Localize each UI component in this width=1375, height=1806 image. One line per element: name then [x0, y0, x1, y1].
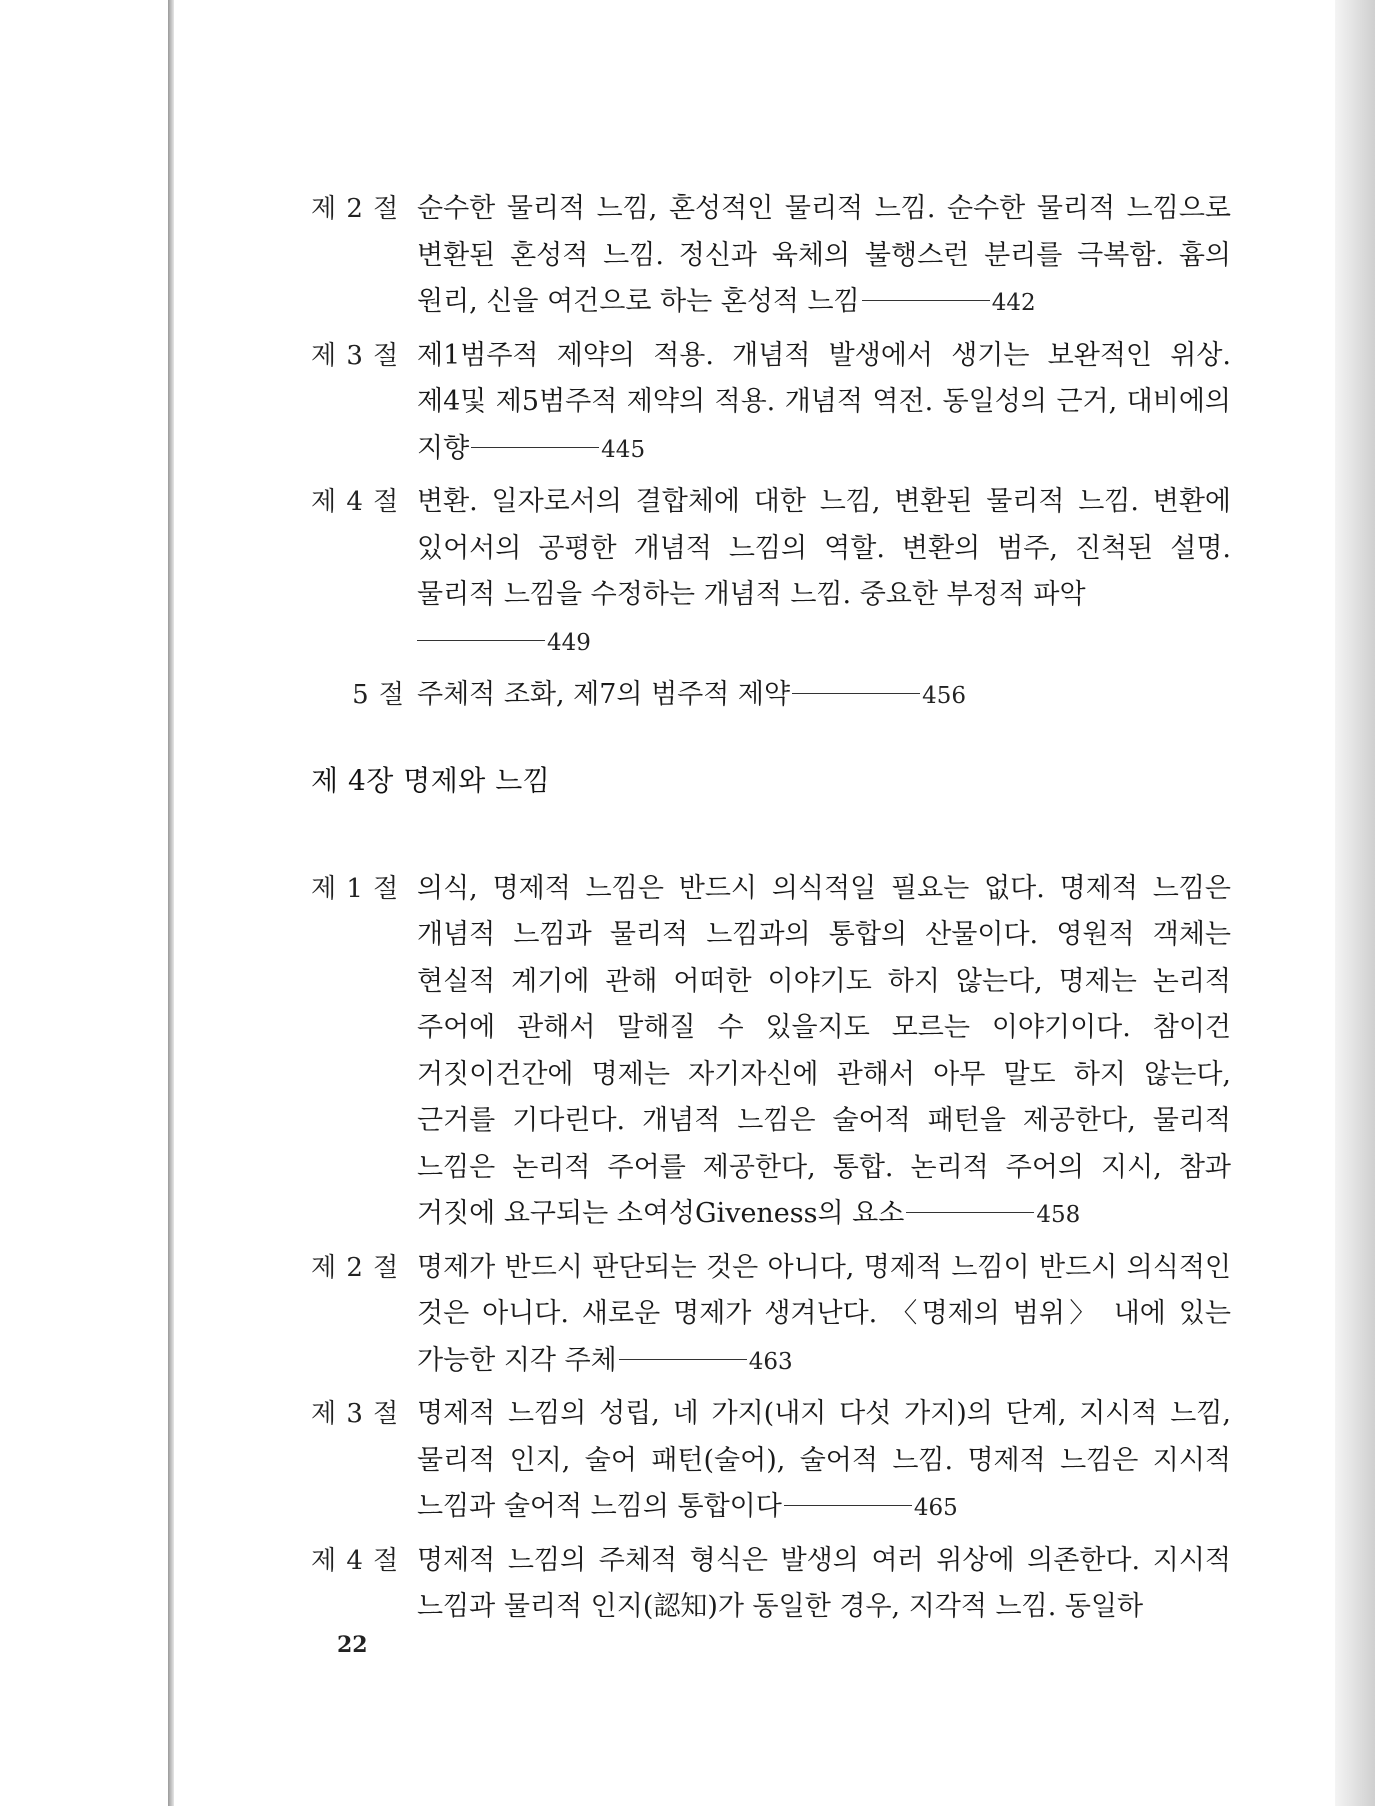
section-text: 명제가 반드시 판단되는 것은 아니다, 명제적 느낌이 반드시 의식적인 것은 아니다. 새로운 명제가 생겨난다. 〈명제의 범위〉 내에 있는 가능한 지각 주체: [417, 1251, 1231, 1376]
toc-entry: [311, 1538, 1231, 1631]
section-text: 순수한 물리적 느낌, 혼성적인 물리적 느낌. 순수한 물리적 느낌으로 변환된 혼성적 느낌. 정신과 육체의 불행스런 분리를 극복함. 흄의 원리, 신을 여건으로 하는 혼성적 느낌: [417, 193, 1231, 317]
page-reference: 442: [991, 290, 1036, 316]
chapter-heading: 제 4장 명제와 느낌: [311, 763, 551, 797]
section-label: 제 4 절: [311, 487, 400, 517]
section-text: 명제적 느낌의 주체적 형식은 발생의 여러 위상에 의존한다. 지시적 느낌과 물리적 인지(認知)가 동일한 경우, 지각적 느낌. 동일하: [417, 1544, 1231, 1622]
section-description: [417, 1538, 1231, 1631]
page-reference: 445: [601, 436, 646, 463]
leader-line: [862, 300, 990, 301]
section-description: [417, 1391, 1231, 1532]
section-description: [417, 672, 1231, 720]
section-description: [417, 479, 1231, 666]
section-label: 5 절: [352, 680, 405, 710]
toc-content: [311, 186, 1231, 1637]
page-reference: 463: [748, 1348, 793, 1375]
section-text: 변환. 일자로서의 결합체에 대한 느낌, 변환된 물리적 느낌. 변환에 있어서의 공평한 개념적 느낌의 역할. 변환의 범주, 진척된 설명. 물리적 느낌을 수정하는 개념적 느낌. 중요한 부정적 파악: [417, 486, 1231, 610]
section-text: 주체적 조화, 제7의 범주적 제약: [417, 679, 791, 710]
section-text: 의식, 명제적 느낌은 반드시 의식적일 필요는 없다. 명제적 느낌은 개념적 느낌과 물리적 느낌과의 통합의 산물이다. 영원적 객체는 현실적 계기에 관해 어떠한 이야기도 하지 않는다, 명제는 논리적 주어에 관해서 말해질 수 있을지도 모르는 이야기이다. 참이건 거짓이건간에 명제는 자기자신에 관해서 아무 말도 하지 않는다, 근거를 기다린다. 개념적 느낌은 술어적 패턴을 제공한다, 물리적 느낌은 논리적 주어를 제공한다, 통합. 논리적 주어의 지시, 참과 거짓에 요구되는 소여성Giveness의 요소: [417, 872, 1231, 1229]
page-number: 22: [337, 1632, 368, 1658]
section-description: [417, 333, 1231, 474]
section-label: 제 4 절: [311, 1545, 400, 1576]
toc-entry: [311, 1391, 1231, 1532]
leader-line: [784, 1505, 912, 1506]
page-reference: 449: [547, 629, 591, 656]
section-label: 제 2 절: [311, 1252, 400, 1283]
section-description: [417, 186, 1231, 327]
toc-entry: [311, 1245, 1231, 1386]
toc-entry: [311, 866, 1231, 1239]
page-right-shadow: [1335, 0, 1375, 1806]
toc-entry: [311, 479, 1231, 666]
section-label: 제 3 절: [311, 340, 400, 371]
section-text: 명제적 느낌의 성립, 네 가지(내지 다섯 가지)의 단계, 지시적 느낌, 물리적 인지, 술어 패턴(술어), 술어적 느낌. 명제적 느낌은 지시적 느낌과 술어적 느낌의 통합이다: [417, 1398, 1231, 1522]
leader-line: [792, 693, 920, 694]
leader-line: [906, 1212, 1034, 1213]
section-label: 제 3 절: [311, 1399, 400, 1429]
leader-line: [417, 640, 545, 641]
section-description: [417, 866, 1231, 1239]
toc-entry: [311, 333, 1231, 474]
section-text: 제1범주적 제약의 적용. 개념적 발생에서 생기는 보완적인 위상. 제4및 제5범주적 제약의 적용. 개념적 역전. 동일성의 근거, 대비에의 지향: [417, 339, 1231, 464]
viewer-left-margin: [0, 0, 168, 1806]
page-reference: 458: [1036, 1202, 1081, 1228]
section-label: 제 2 절: [311, 194, 400, 224]
leader-line: [471, 447, 599, 448]
section-description: [417, 1245, 1231, 1386]
page-reference: 456: [922, 683, 966, 709]
page-reference: 465: [913, 1495, 958, 1521]
leader-line: [619, 1359, 747, 1360]
toc-entry: [311, 186, 1231, 327]
section-label: 제 1 절: [311, 873, 400, 904]
toc-entry: [311, 672, 1231, 720]
